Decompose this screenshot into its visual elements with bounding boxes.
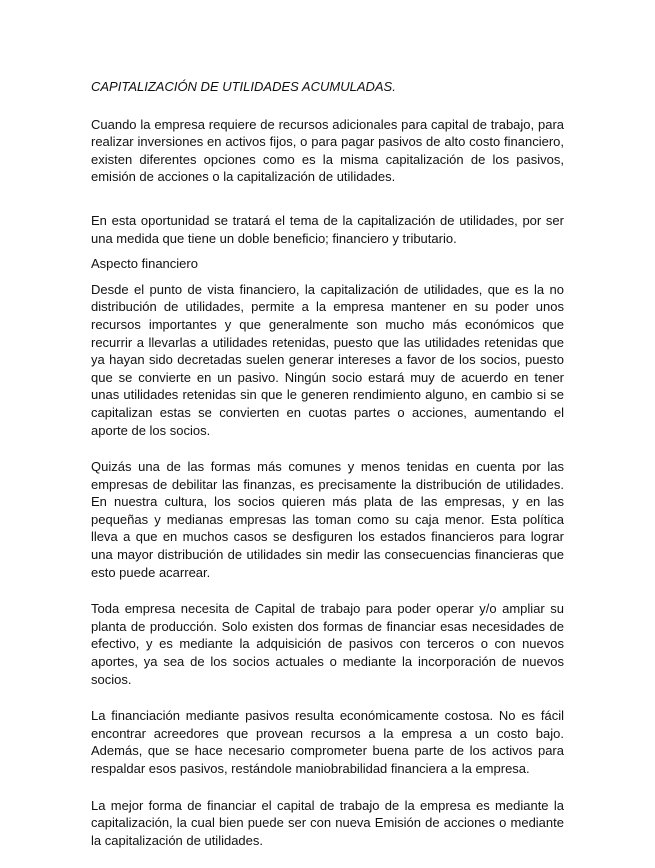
paragraph-intro: Cuando la empresa requiere de recursos adicionales para capital de trabajo, para realizar inversiones en activos fijos, o para pagar pasivos de alto costo financiero, existen diferentes opciones como es la misma capitalización de los pasivos, emisión de acciones o la capitalización de utilidades. bbox=[91, 116, 564, 185]
document-title: CAPITALIZACIÓN DE UTILIDADES ACUMULADAS. bbox=[91, 79, 396, 94]
paragraph-best-form: La mejor forma de financiar el capital de trabajo de la empresa es mediante la capitalización, la cual bien puede ser con nueva Emisión de acciones o mediante la capitalización de utilidades. bbox=[91, 797, 564, 848]
document-page bbox=[91, 66, 564, 868]
paragraph-topic: En esta oportunidad se tratará el tema de la capitalización de utilidades, por ser una medida que tiene un doble beneficio; financiero y tributario. bbox=[91, 212, 564, 246]
paragraph-working-capital: Toda empresa necesita de Capital de trabajo para poder operar y/o ampliar su planta de producción. Solo existen dos formas de financiar esas necesidades de efectivo, y es mediante la adquisición de pasivos con terceros o con nuevos aportes, ya sea de los socios actuales o mediante la incorporación de nuevos socios. bbox=[91, 601, 564, 687]
paragraph-distribution: Quizás una de las formas más comunes y menos tenidas en cuenta por las empresas de debilitar las finanzas, es precisamente la distribución de utilidades. En nuestra cultura, los socios quieren más plata de las empresas, y en las pequeñas y medianas empresas las toman como su caja menor. Esta política lleva a que en muchos casos se desfiguren los estados financieros para lograr una mayor distribución de utilidades sin medir las consecuencias financieras que esto puede acarrear. bbox=[91, 459, 564, 580]
subheading-aspecto-financiero: Aspecto financiero bbox=[91, 256, 198, 272]
paragraph-financial-view: Desde el punto de vista financiero, la capitalización de utilidades, que es la no distribución de utilidades, permite a la empresa mantener en su poder unos recursos importantes y que generalmente son mucho más económicos que recurrir a llevarlas a utilidades retenidas, puesto que las utilidades retenidas que ya hayan sido decretadas suelen generar intereses a favor de los socios, puesto que se convierte en un pasivo. Ningún socio estará muy de acuerdo en tener unas utilidades retenidas sin que le generen rendimiento alguno, en cambio si se capitalizan estas se convierten en cuotas partes o acciones, aumentando el aporte de los socios. bbox=[91, 281, 564, 438]
paragraph-liabilities: La financiación mediante pasivos resulta económicamente costosa. No es fácil encontrar acreedores que provean recursos a la empresa a un costo bajo. Además, que se hace necesario comprometer buena parte de los activos para respaldar esos pasivos, restándole maniobrabilidad financiera a la empresa. bbox=[91, 708, 564, 776]
